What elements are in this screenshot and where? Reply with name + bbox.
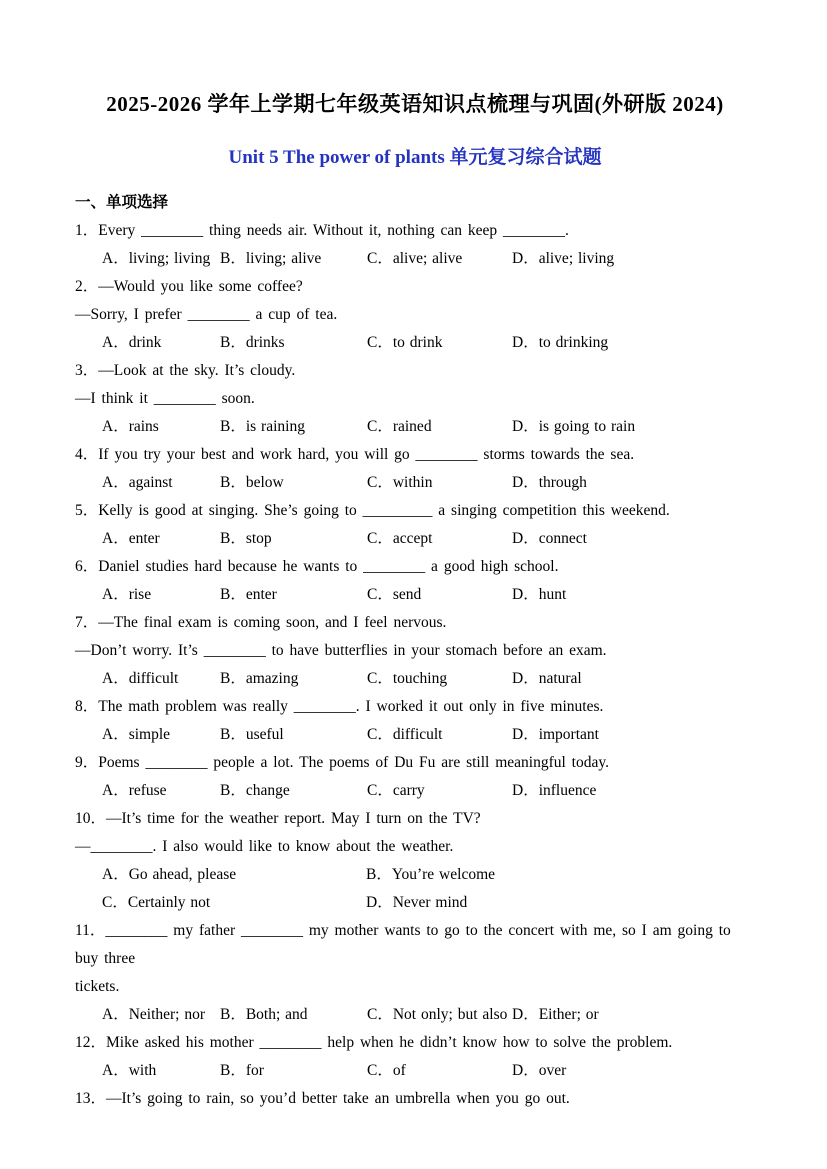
option-A: A．enter <box>102 530 160 547</box>
options-row <box>75 1057 755 1085</box>
option-C: C．accept <box>367 530 433 547</box>
question-stem-line: 8．The math problem was really ________. I worked it out only in five minutes. <box>75 698 604 715</box>
option-A: A．refuse <box>102 782 167 799</box>
option-A: A．against <box>102 474 173 491</box>
question-13 <box>75 1085 755 1113</box>
question-stem-line: 2．—Would you like some coffee? <box>75 278 303 295</box>
option-A: A．difficult <box>102 670 179 687</box>
option-D: D．to drinking <box>512 334 609 351</box>
question-6 <box>75 553 755 609</box>
option-B: B．useful <box>220 726 284 743</box>
options-row <box>75 329 755 357</box>
option-D: D．Never mind <box>366 894 468 911</box>
option-D: D．is going to rain <box>512 418 636 435</box>
option-C: C．difficult <box>367 726 443 743</box>
question-3 <box>75 357 755 441</box>
option-A: A．simple <box>102 726 171 743</box>
option-D: D．influence <box>512 782 597 799</box>
options-row <box>75 581 755 609</box>
question-stem-line: 4．If you try your best and work hard, you will go ________ storms towards the sea. <box>75 446 635 463</box>
question-list <box>75 217 755 1113</box>
option-B: B．amazing <box>220 670 299 687</box>
section-heading: 一、单项选择 <box>75 194 169 211</box>
option-D: D．connect <box>512 530 587 547</box>
question-stem-line: 10．—It’s time for the weather report. May I turn on the TV? <box>75 810 481 827</box>
question-stem-line: 11．________ my father ________ my mother wants to go to the concert with me, so I am going to buy three <box>75 922 737 967</box>
option-D: D．important <box>512 726 599 743</box>
question-5 <box>75 497 755 553</box>
option-C: C．rained <box>367 418 432 435</box>
question-1 <box>75 217 755 273</box>
page-subtitle: Unit 5 The power of plants 单元复习综合试题 <box>228 147 602 168</box>
question-stem-line: —Don’t worry. It’s ________ to have butterflies in your stomach before an exam. <box>75 642 607 659</box>
option-B: B．Both; and <box>220 1006 308 1023</box>
option-C: C．alive; alive <box>367 250 463 267</box>
option-D: D．through <box>512 474 587 491</box>
question-4 <box>75 441 755 497</box>
question-stem-line: —Sorry, I prefer ________ a cup of tea. <box>75 306 338 323</box>
option-D: D．over <box>512 1062 567 1079</box>
option-C: C．Not only; but also <box>367 1006 508 1023</box>
options-row <box>75 721 755 749</box>
question-9 <box>75 749 755 805</box>
question-2 <box>75 273 755 357</box>
option-B: B．change <box>220 782 290 799</box>
options-row <box>75 1001 755 1029</box>
option-A: A．Neither; nor <box>102 1006 206 1023</box>
options-row <box>75 861 755 917</box>
option-B: B．stop <box>220 530 272 547</box>
option-D: D．hunt <box>512 586 567 603</box>
option-C: C．touching <box>367 670 448 687</box>
question-stem-line: —I think it ________ soon. <box>75 390 255 407</box>
options-row <box>75 777 755 805</box>
option-B: B．below <box>220 474 284 491</box>
question-stem-line: —________. I also would like to know about the weather. <box>75 838 454 855</box>
options-row <box>75 413 755 441</box>
question-stem-line: 1．Every ________ thing needs air. Without it, nothing can keep ________. <box>75 222 569 239</box>
option-C: C．within <box>367 474 433 491</box>
option-A: A．rise <box>102 586 152 603</box>
option-D: D．Either; or <box>512 1006 599 1023</box>
question-stem-line: 13．—It’s going to rain, so you’d better take an umbrella when you go out. <box>75 1090 570 1107</box>
option-C: C．send <box>367 586 422 603</box>
question-stem-line: 9．Poems ________ people a lot. The poems of Du Fu are still meaningful today. <box>75 754 609 771</box>
options-row <box>75 469 755 497</box>
option-D: D．alive; living <box>512 250 615 267</box>
option-C: C．of <box>367 1062 406 1079</box>
options-row <box>75 245 755 273</box>
option-C: C．carry <box>367 782 425 799</box>
option-A: A．rains <box>102 418 159 435</box>
option-A: A．with <box>102 1062 157 1079</box>
options-row <box>75 525 755 553</box>
option-C: C．Certainly not <box>102 894 211 911</box>
question-12 <box>75 1029 755 1085</box>
option-B: B．living; alive <box>220 250 322 267</box>
question-stem-line: 6．Daniel studies hard because he wants to ________ a good high school. <box>75 558 559 575</box>
page-title: 2025-2026 学年上学期七年级英语知识点梳理与巩固(外研版 2024) <box>106 92 724 116</box>
option-A: A．living; living <box>102 250 211 267</box>
options-row <box>75 665 755 693</box>
option-D: D．natural <box>512 670 582 687</box>
question-11 <box>75 917 755 1029</box>
question-stem-line: 3．—Look at the sky. It’s cloudy. <box>75 362 296 379</box>
option-B: B．enter <box>220 586 277 603</box>
question-stem-line: 12．Mike asked his mother ________ help when he didn’t know how to solve the problem. <box>75 1034 673 1051</box>
question-7 <box>75 609 755 693</box>
question-8 <box>75 693 755 749</box>
option-B: B．You’re welcome <box>366 866 496 883</box>
option-A: A．drink <box>102 334 162 351</box>
option-C: C．to drink <box>367 334 443 351</box>
option-B: B．for <box>220 1062 264 1079</box>
option-A: A．Go ahead, please <box>102 866 237 883</box>
question-stem-line: 7．—The final exam is coming soon, and I feel nervous. <box>75 614 447 631</box>
option-B: B．drinks <box>220 334 285 351</box>
question-10 <box>75 805 755 917</box>
question-stem-line: 5．Kelly is good at singing. She’s going to _________ a singing competition this weekend. <box>75 502 670 519</box>
question-stem-line: tickets. <box>75 978 120 995</box>
option-B: B．is raining <box>220 418 305 435</box>
